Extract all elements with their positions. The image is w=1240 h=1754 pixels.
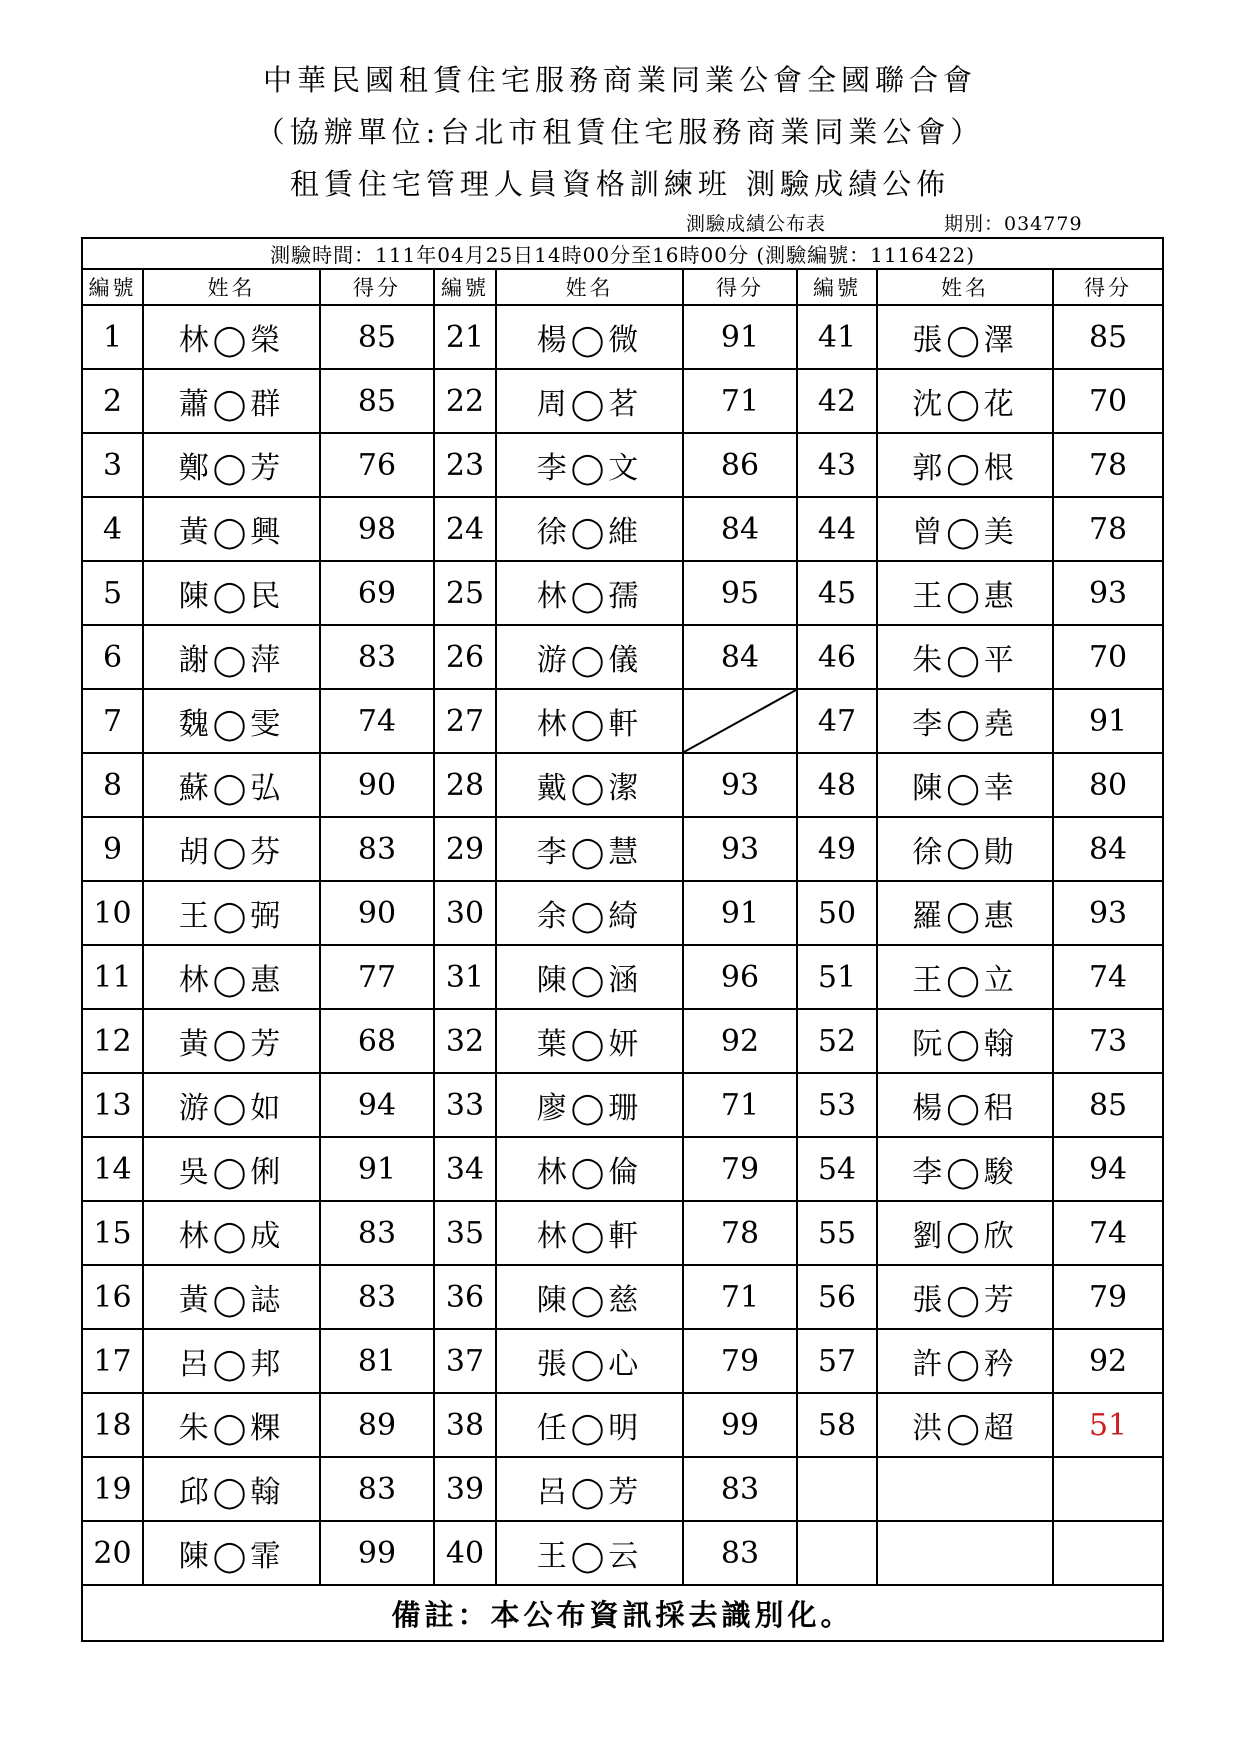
entry-name: 魏◯雯 xyxy=(143,689,320,753)
entry-number: 21 xyxy=(434,305,496,369)
entry-number: 46 xyxy=(797,625,877,689)
entry-name: 吳◯俐 xyxy=(143,1137,320,1201)
entry-number xyxy=(797,1457,877,1521)
entry-number: 27 xyxy=(434,689,496,753)
entry-number: 23 xyxy=(434,433,496,497)
entry-name: 張◯澤 xyxy=(877,305,1053,369)
entry-number: 25 xyxy=(434,561,496,625)
entry-number: 52 xyxy=(797,1009,877,1073)
entry-score: 83 xyxy=(320,625,434,689)
period-number: 期別：034779 xyxy=(944,213,1083,235)
entry-number: 34 xyxy=(434,1137,496,1201)
entry-score: 90 xyxy=(320,753,434,817)
entry-number: 3 xyxy=(82,433,143,497)
table-row xyxy=(82,1329,1163,1393)
entry-name: 陳◯民 xyxy=(143,561,320,625)
entry-name: 李◯堯 xyxy=(877,689,1053,753)
entry-name: 黃◯誌 xyxy=(143,1265,320,1329)
voided-score-cell xyxy=(683,689,797,753)
column-score-header-1: 得分 xyxy=(320,269,434,305)
column-number-header-3: 編號 xyxy=(797,269,877,305)
entry-name: 沈◯花 xyxy=(877,369,1053,433)
entry-score: 91 xyxy=(320,1137,434,1201)
entry-name: 林◯孺 xyxy=(496,561,683,625)
entry-score: 83 xyxy=(320,817,434,881)
entry-score: 83 xyxy=(683,1457,797,1521)
entry-number: 49 xyxy=(797,817,877,881)
publication-label: 測驗成績公布表 xyxy=(686,213,827,235)
entry-name: 胡◯芬 xyxy=(143,817,320,881)
table-row xyxy=(82,369,1163,433)
entry-name: 黃◯興 xyxy=(143,497,320,561)
entry-number: 18 xyxy=(82,1393,143,1457)
entry-number: 50 xyxy=(797,881,877,945)
table-row xyxy=(82,433,1163,497)
entry-score: 90 xyxy=(320,881,434,945)
entry-name: 徐◯勛 xyxy=(877,817,1053,881)
column-name-header-2: 姓名 xyxy=(496,269,683,305)
page-title: 中華民國租賃住宅服務商業同業公會全國聯合會 xyxy=(262,63,977,97)
entry-name: 葉◯妍 xyxy=(496,1009,683,1073)
entry-name: 曾◯美 xyxy=(877,497,1053,561)
header-row xyxy=(82,269,1163,305)
entry-score: 77 xyxy=(320,945,434,1009)
entry-name: 邱◯翰 xyxy=(143,1457,320,1521)
entry-number: 14 xyxy=(82,1137,143,1201)
entry-name: 朱◯平 xyxy=(877,625,1053,689)
entry-name: 林◯成 xyxy=(143,1201,320,1265)
entry-number: 31 xyxy=(434,945,496,1009)
entry-score: 76 xyxy=(320,433,434,497)
entry-name xyxy=(877,1521,1053,1585)
remark-row xyxy=(82,1585,1163,1641)
entry-number: 37 xyxy=(434,1329,496,1393)
table-row xyxy=(82,1521,1163,1585)
entry-number: 6 xyxy=(82,625,143,689)
entry-number: 2 xyxy=(82,369,143,433)
table-row xyxy=(82,625,1163,689)
entry-score: 91 xyxy=(1053,689,1163,753)
entry-name: 林◯軒 xyxy=(496,689,683,753)
entry-name: 楊◯稆 xyxy=(877,1073,1053,1137)
entry-score: 83 xyxy=(320,1201,434,1265)
entry-score: 85 xyxy=(320,369,434,433)
entry-number: 24 xyxy=(434,497,496,561)
entry-name: 周◯茗 xyxy=(496,369,683,433)
entry-name: 游◯如 xyxy=(143,1073,320,1137)
entry-score: 78 xyxy=(683,1201,797,1265)
entry-number: 4 xyxy=(82,497,143,561)
entry-name: 張◯心 xyxy=(496,1329,683,1393)
entry-number: 8 xyxy=(82,753,143,817)
entry-number: 38 xyxy=(434,1393,496,1457)
column-number-header-1: 編號 xyxy=(82,269,143,305)
table-row xyxy=(82,1393,1163,1457)
entry-name: 羅◯惠 xyxy=(877,881,1053,945)
entry-name: 游◯儀 xyxy=(496,625,683,689)
entry-score: 95 xyxy=(683,561,797,625)
entry-name: 呂◯芳 xyxy=(496,1457,683,1521)
entry-score: 74 xyxy=(320,689,434,753)
entry-score: 85 xyxy=(1053,1073,1163,1137)
entry-number: 5 xyxy=(82,561,143,625)
exam-info: 測驗時間：111年04月25日14時00分至16時00分 (測驗編號：1116422) xyxy=(82,238,1163,269)
void-slash xyxy=(684,690,796,752)
table-row xyxy=(82,305,1163,369)
entry-name xyxy=(877,1457,1053,1521)
table-row xyxy=(82,817,1163,881)
entry-score: 93 xyxy=(683,817,797,881)
entry-score: 92 xyxy=(1053,1329,1163,1393)
entry-score: 79 xyxy=(683,1137,797,1201)
entry-score: 74 xyxy=(1053,1201,1163,1265)
table-row xyxy=(82,1457,1163,1521)
entry-name: 張◯芳 xyxy=(877,1265,1053,1329)
entry-name: 林◯榮 xyxy=(143,305,320,369)
entry-name: 蘇◯弘 xyxy=(143,753,320,817)
entry-number: 16 xyxy=(82,1265,143,1329)
entry-number: 42 xyxy=(797,369,877,433)
entry-score: 51 xyxy=(1053,1393,1163,1457)
entry-name: 陳◯慈 xyxy=(496,1265,683,1329)
entry-name: 陳◯涵 xyxy=(496,945,683,1009)
entry-number: 29 xyxy=(434,817,496,881)
entry-number: 1 xyxy=(82,305,143,369)
table-row xyxy=(82,497,1163,561)
entry-name: 劉◯欣 xyxy=(877,1201,1053,1265)
column-score-header-3: 得分 xyxy=(1053,269,1163,305)
entry-score: 85 xyxy=(1053,305,1163,369)
table-row xyxy=(82,1265,1163,1329)
entry-number: 22 xyxy=(434,369,496,433)
entry-score xyxy=(1053,1457,1163,1521)
entry-name: 洪◯超 xyxy=(877,1393,1053,1457)
table-row xyxy=(82,1201,1163,1265)
entry-score: 86 xyxy=(683,433,797,497)
entry-number: 45 xyxy=(797,561,877,625)
entry-number: 36 xyxy=(434,1265,496,1329)
entry-score: 68 xyxy=(320,1009,434,1073)
entry-score: 79 xyxy=(1053,1265,1163,1329)
entry-name: 廖◯珊 xyxy=(496,1073,683,1137)
entry-score: 70 xyxy=(1053,625,1163,689)
co-organizer-line: （協辦單位:台北市租賃住宅服務商業同業公會） xyxy=(255,115,985,149)
table-row xyxy=(82,945,1163,1009)
entry-name: 王◯惠 xyxy=(877,561,1053,625)
entry-score: 80 xyxy=(1053,753,1163,817)
entry-number: 9 xyxy=(82,817,143,881)
entry-score: 98 xyxy=(320,497,434,561)
entry-name: 阮◯翰 xyxy=(877,1009,1053,1073)
table-row xyxy=(82,689,1163,753)
entry-name: 鄭◯芳 xyxy=(143,433,320,497)
table-row xyxy=(82,1137,1163,1201)
entry-score: 99 xyxy=(683,1393,797,1457)
entry-name: 楊◯微 xyxy=(496,305,683,369)
table-row xyxy=(82,1073,1163,1137)
entry-name: 余◯綺 xyxy=(496,881,683,945)
entry-name: 陳◯幸 xyxy=(877,753,1053,817)
entry-name: 王◯立 xyxy=(877,945,1053,1009)
entry-number: 13 xyxy=(82,1073,143,1137)
entry-score: 70 xyxy=(1053,369,1163,433)
entry-score: 89 xyxy=(320,1393,434,1457)
entry-number: 58 xyxy=(797,1393,877,1457)
entry-score: 91 xyxy=(683,305,797,369)
entry-score: 71 xyxy=(683,369,797,433)
entry-name: 林◯倫 xyxy=(496,1137,683,1201)
entry-score: 83 xyxy=(320,1457,434,1521)
entry-score: 83 xyxy=(320,1265,434,1329)
entry-number: 12 xyxy=(82,1009,143,1073)
column-score-header-2: 得分 xyxy=(683,269,797,305)
entry-number: 28 xyxy=(434,753,496,817)
entry-name: 王◯弼 xyxy=(143,881,320,945)
entry-number xyxy=(797,1521,877,1585)
entry-number: 57 xyxy=(797,1329,877,1393)
entry-score: 74 xyxy=(1053,945,1163,1009)
entry-name: 林◯惠 xyxy=(143,945,320,1009)
entry-score: 71 xyxy=(683,1265,797,1329)
entry-score xyxy=(1053,1521,1163,1585)
entry-number: 48 xyxy=(797,753,877,817)
entry-number: 53 xyxy=(797,1073,877,1137)
table-row xyxy=(82,1009,1163,1073)
entry-name: 蕭◯群 xyxy=(143,369,320,433)
entry-number: 20 xyxy=(82,1521,143,1585)
column-name-header-1: 姓名 xyxy=(143,269,320,305)
table-row xyxy=(82,753,1163,817)
entry-number: 11 xyxy=(82,945,143,1009)
entry-score: 78 xyxy=(1053,433,1163,497)
entry-score: 81 xyxy=(320,1329,434,1393)
entry-score: 79 xyxy=(683,1329,797,1393)
entry-number: 15 xyxy=(82,1201,143,1265)
entry-number: 35 xyxy=(434,1201,496,1265)
entry-name: 戴◯潔 xyxy=(496,753,683,817)
entry-number: 54 xyxy=(797,1137,877,1201)
entry-score: 96 xyxy=(683,945,797,1009)
entry-name: 陳◯霏 xyxy=(143,1521,320,1585)
entry-number: 7 xyxy=(82,689,143,753)
entry-number: 10 xyxy=(82,881,143,945)
entry-score: 84 xyxy=(1053,817,1163,881)
entry-name: 林◯軒 xyxy=(496,1201,683,1265)
entry-number: 33 xyxy=(434,1073,496,1137)
entry-number: 56 xyxy=(797,1265,877,1329)
entry-name: 朱◯粿 xyxy=(143,1393,320,1457)
entry-score: 73 xyxy=(1053,1009,1163,1073)
entry-score: 85 xyxy=(320,305,434,369)
column-number-header-2: 編號 xyxy=(434,269,496,305)
entry-score: 99 xyxy=(320,1521,434,1585)
table-row xyxy=(82,881,1163,945)
entry-score: 92 xyxy=(683,1009,797,1073)
entry-number: 39 xyxy=(434,1457,496,1521)
entry-score: 94 xyxy=(1053,1137,1163,1201)
entry-name: 黃◯芳 xyxy=(143,1009,320,1073)
entry-name: 許◯矜 xyxy=(877,1329,1053,1393)
entry-number: 19 xyxy=(82,1457,143,1521)
entry-name: 謝◯萍 xyxy=(143,625,320,689)
entry-name: 徐◯維 xyxy=(496,497,683,561)
entry-name: 李◯文 xyxy=(496,433,683,497)
entry-score: 94 xyxy=(320,1073,434,1137)
entry-score: 83 xyxy=(683,1521,797,1585)
entry-name: 郭◯根 xyxy=(877,433,1053,497)
entry-number: 40 xyxy=(434,1521,496,1585)
remark-text: 備註：本公布資訊採去識別化。 xyxy=(82,1585,1163,1641)
entry-score: 69 xyxy=(320,561,434,625)
entry-number: 51 xyxy=(797,945,877,1009)
entry-number: 47 xyxy=(797,689,877,753)
exam-heading: 租賃住宅管理人員資格訓練班 測驗成績公佈 xyxy=(289,167,951,201)
table-row xyxy=(82,561,1163,625)
entry-name: 呂◯邦 xyxy=(143,1329,320,1393)
entry-score: 93 xyxy=(683,753,797,817)
entry-score: 84 xyxy=(683,625,797,689)
entry-score: 93 xyxy=(1053,881,1163,945)
entry-score: 84 xyxy=(683,497,797,561)
entry-number: 43 xyxy=(797,433,877,497)
entry-name: 李◯慧 xyxy=(496,817,683,881)
entry-score: 91 xyxy=(683,881,797,945)
entry-name: 王◯云 xyxy=(496,1521,683,1585)
entry-number: 32 xyxy=(434,1009,496,1073)
entry-score: 71 xyxy=(683,1073,797,1137)
entry-score: 93 xyxy=(1053,561,1163,625)
entry-name: 任◯明 xyxy=(496,1393,683,1457)
entry-number: 44 xyxy=(797,497,877,561)
entry-score: 78 xyxy=(1053,497,1163,561)
entry-number: 30 xyxy=(434,881,496,945)
entry-number: 55 xyxy=(797,1201,877,1265)
column-name-header-3: 姓名 xyxy=(877,269,1053,305)
entry-number: 41 xyxy=(797,305,877,369)
score-table xyxy=(81,237,1164,1642)
entry-number: 26 xyxy=(434,625,496,689)
entry-name: 李◯駿 xyxy=(877,1137,1053,1201)
entry-number: 17 xyxy=(82,1329,143,1393)
